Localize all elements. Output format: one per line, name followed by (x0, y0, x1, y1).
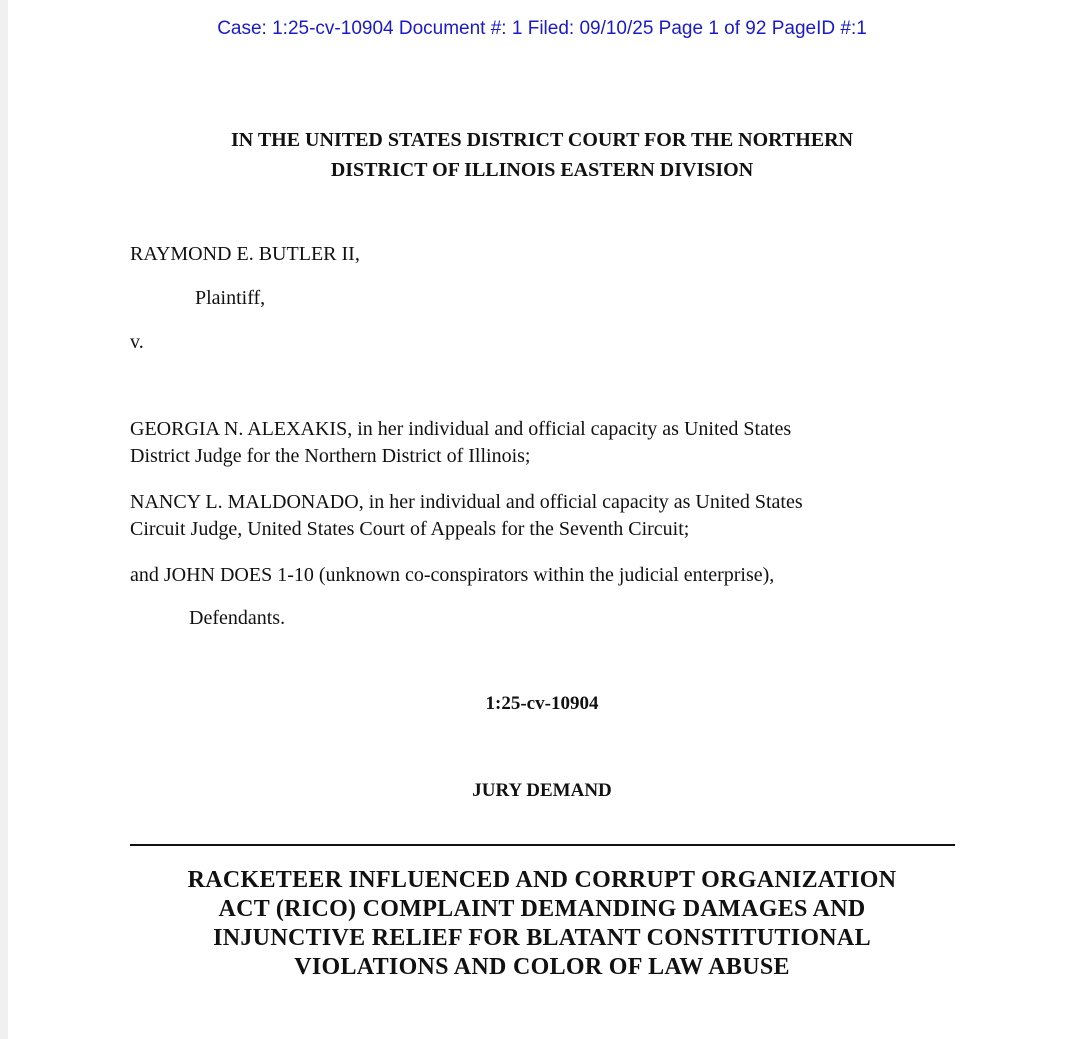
defendant-2: NANCY L. MALDONADO, in her individual and official capacity as United States Circuit Judge, United States Court of Appeals for the Seventh Circuit; (130, 491, 803, 540)
defendant-3: and JOHN DOES 1-10 (unknown co-conspirators within the judicial enterprise), (130, 564, 775, 586)
plaintiff-label: Plaintiff, (195, 287, 266, 309)
complaint-title: RACKETEER INFLUENCED AND CORRUPT ORGANIZATION ACT (RICO) COMPLAINT DEMANDING DAMAGES AND INJUNCTIVE RELIEF FOR BLATANT CONSTITUTIONAL VIOLATIONS AND COLOR OF LAW ABUSE (187, 867, 897, 980)
divider (130, 844, 955, 846)
jury-demand: JURY DEMAND (472, 780, 612, 801)
court-caption (0, 125, 1080, 185)
court-line: IN THE UNITED STATES DISTRICT COURT FOR THE NORTHERN (230, 129, 854, 151)
defendant-1: GEORGIA N. ALEXAKIS, in her individual and official capacity as United States District Judge for the Northern District of Illinois; (130, 418, 792, 467)
case-number: 1:25-cv-10904 (485, 693, 599, 714)
defendants-label: Defendants. (189, 607, 286, 629)
court-line: DISTRICT OF ILLINOIS EASTERN DIVISION (330, 159, 754, 181)
ecf-header: Case: 1:25-cv-10904 Document #: 1 Filed: 09/10/25 Page 1 of 92 PageID #:1 (217, 18, 867, 39)
plaintiff-name: RAYMOND E. BUTLER II, (130, 243, 360, 265)
versus: v. (130, 331, 144, 353)
